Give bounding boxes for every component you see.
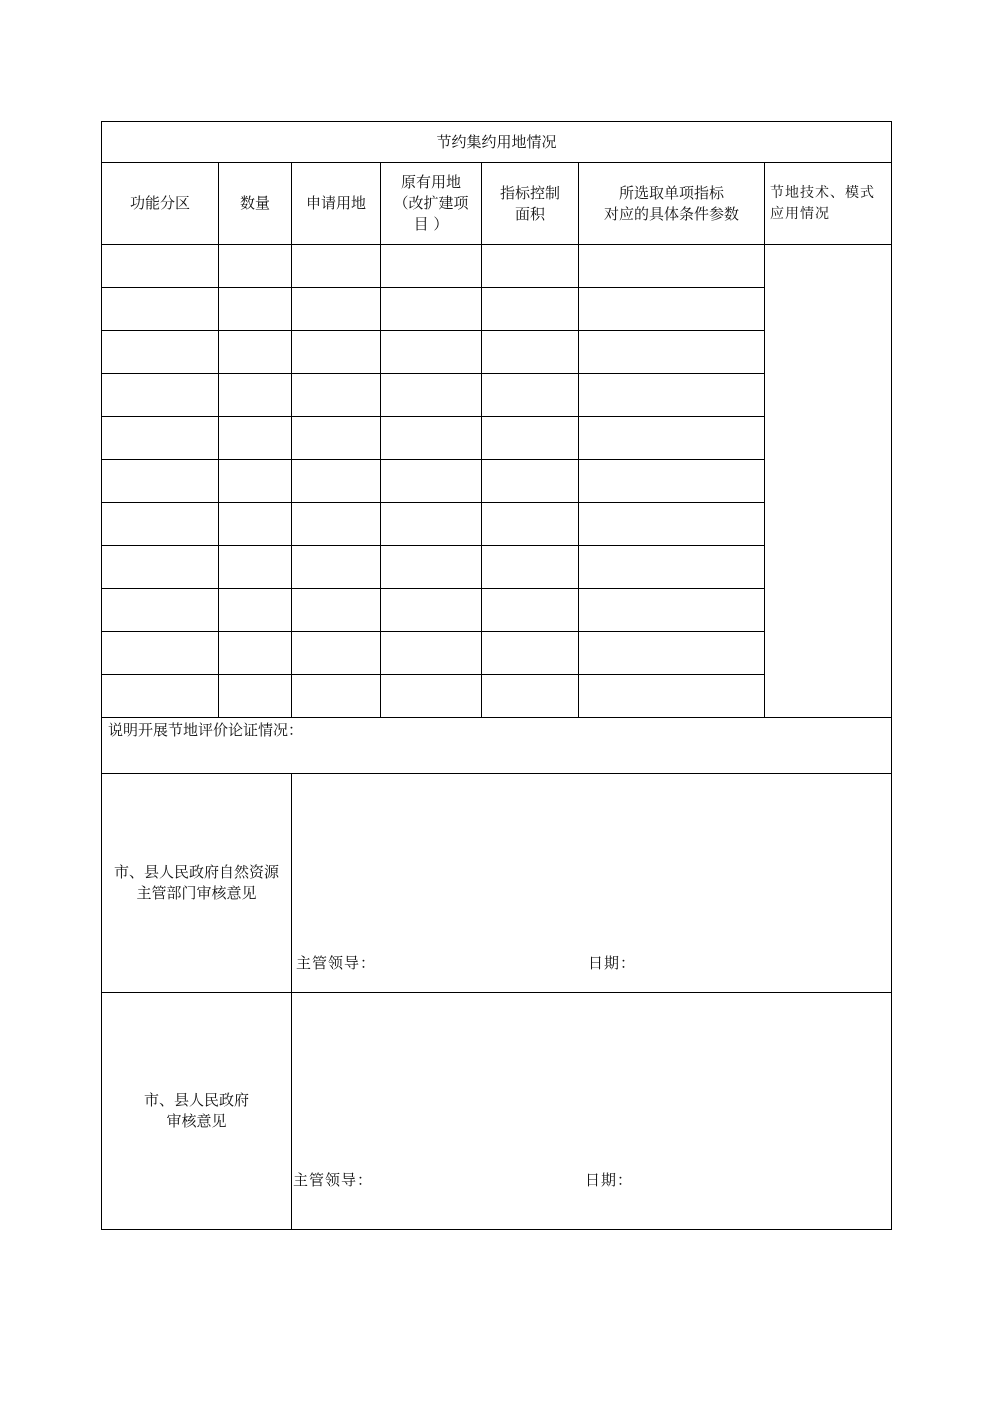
table-cell[interactable] <box>102 675 219 718</box>
table-cell[interactable] <box>579 675 765 718</box>
table-cell[interactable] <box>292 546 381 589</box>
table-cell[interactable] <box>579 288 765 331</box>
table-cell[interactable] <box>102 632 219 675</box>
table-cell[interactable] <box>579 417 765 460</box>
table-cell[interactable] <box>482 632 579 675</box>
table-cell[interactable] <box>102 331 219 374</box>
header-quantity: 数量 <box>219 163 292 245</box>
opinion2-leader-label: 主管领导： <box>293 1171 374 1189</box>
table-cell[interactable] <box>102 288 219 331</box>
table-cell[interactable] <box>102 374 219 417</box>
opinion2-label-line1: 市、县人民政府 <box>143 1091 249 1109</box>
table-cell[interactable] <box>579 546 765 589</box>
table-cell[interactable] <box>579 331 765 374</box>
table-cell[interactable] <box>219 589 292 632</box>
table-cell[interactable] <box>482 331 579 374</box>
table-cell[interactable] <box>292 288 381 331</box>
opinion1-body[interactable] <box>292 774 892 993</box>
table-cell[interactable] <box>219 460 292 503</box>
table-cell[interactable] <box>219 331 292 374</box>
table-cell[interactable] <box>102 245 219 288</box>
table-cell[interactable] <box>219 546 292 589</box>
table-cell[interactable] <box>482 374 579 417</box>
table-cell[interactable] <box>102 546 219 589</box>
table-cell[interactable] <box>381 288 482 331</box>
table-title: 节约集约用地情况 <box>102 122 892 163</box>
table-cell[interactable] <box>219 417 292 460</box>
table-cell[interactable] <box>482 675 579 718</box>
table-cell[interactable] <box>219 632 292 675</box>
land-use-form <box>101 121 892 1230</box>
table-cell[interactable] <box>292 245 381 288</box>
table-cell[interactable] <box>579 460 765 503</box>
table-cell[interactable] <box>381 632 482 675</box>
table-cell[interactable] <box>482 589 579 632</box>
header-tech-mode-line1: 节地技术、模式 <box>770 184 875 201</box>
opinion1-leader-label: 主管领导： <box>296 954 377 972</box>
table-cell[interactable] <box>482 288 579 331</box>
table-cell[interactable] <box>292 417 381 460</box>
table-cell[interactable] <box>482 503 579 546</box>
evaluation-note[interactable]: 说明开展节地评价论证情况： <box>102 718 892 774</box>
table-cell[interactable] <box>381 331 482 374</box>
table-cell[interactable] <box>292 460 381 503</box>
opinion2-body[interactable] <box>292 993 892 1230</box>
header-tech-mode-line2: 应用情况 <box>770 205 830 222</box>
header-tech-mode <box>765 163 892 245</box>
table-cell[interactable] <box>292 632 381 675</box>
opinion1-label-line2: 主管部门审核意见 <box>136 884 257 902</box>
header-condition-params-line2: 对应的具体条件参数 <box>603 204 739 223</box>
table-cell[interactable] <box>482 245 579 288</box>
table-cell[interactable] <box>579 632 765 675</box>
table-cell[interactable] <box>381 460 482 503</box>
table-cell[interactable] <box>482 460 579 503</box>
table-cell[interactable] <box>102 503 219 546</box>
table-row <box>102 245 892 288</box>
table-cell[interactable] <box>381 417 482 460</box>
opinion2-label-line2: 审核意见 <box>166 1112 227 1130</box>
opinion2-sign-line <box>293 1170 883 1191</box>
table-cell[interactable] <box>292 675 381 718</box>
table-cell[interactable] <box>102 589 219 632</box>
header-applied-land: 申请用地 <box>292 163 381 245</box>
table-cell[interactable] <box>482 417 579 460</box>
table-cell[interactable] <box>381 503 482 546</box>
header-index-area-line1: 指标控制 <box>499 183 560 202</box>
table-cell[interactable] <box>381 675 482 718</box>
header-condition-params <box>579 163 765 245</box>
table-cell[interactable] <box>219 288 292 331</box>
table-cell[interactable] <box>579 503 765 546</box>
table-cell[interactable] <box>219 374 292 417</box>
opinion1-label-line1: 市、县人民政府自然资源 <box>113 863 279 881</box>
tech-mode-cell[interactable] <box>765 245 892 718</box>
opinion1-sign-line <box>296 953 886 974</box>
header-func-zone: 功能分区 <box>102 163 219 245</box>
table-cell[interactable] <box>292 374 381 417</box>
opinion1-date-label: 日期： <box>588 954 637 972</box>
table-cell[interactable] <box>381 546 482 589</box>
table-cell[interactable] <box>219 675 292 718</box>
table-cell[interactable] <box>102 460 219 503</box>
table-cell[interactable] <box>482 546 579 589</box>
header-index-area <box>482 163 579 245</box>
table-cell[interactable] <box>292 503 381 546</box>
opinion2-label <box>102 993 292 1230</box>
table-cell[interactable] <box>381 374 482 417</box>
table-cell[interactable] <box>579 589 765 632</box>
table-cell[interactable] <box>381 245 482 288</box>
header-condition-params-line1: 所选取单项指标 <box>618 183 724 202</box>
header-existing-land <box>381 163 482 245</box>
table-cell[interactable] <box>292 331 381 374</box>
table-cell[interactable] <box>102 417 219 460</box>
opinion1-label <box>102 774 292 993</box>
table-cell[interactable] <box>219 245 292 288</box>
table-cell[interactable] <box>219 503 292 546</box>
header-existing-land-text: 原有用地（改扩建项目 ） <box>393 173 469 233</box>
header-index-area-line2: 面积 <box>514 204 545 223</box>
opinion2-date-label: 日期： <box>585 1171 634 1189</box>
table-cell[interactable] <box>579 245 765 288</box>
table-cell[interactable] <box>381 589 482 632</box>
table-cell[interactable] <box>292 589 381 632</box>
table-cell[interactable] <box>579 374 765 417</box>
